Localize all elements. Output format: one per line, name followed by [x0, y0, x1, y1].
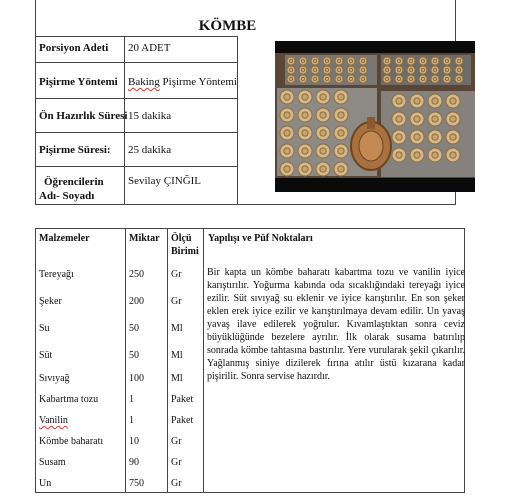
ingredient-amount: 200: [129, 296, 144, 307]
ingredient-name: Tereyağı: [39, 269, 74, 280]
header-unit-2: Birimi: [171, 246, 199, 257]
ingredient-unit: Ml: [171, 350, 183, 361]
cook-time-label: Pişirme Süresi:: [39, 144, 111, 156]
row-line-3: [35, 132, 238, 133]
header-amount: Miktar: [129, 233, 160, 244]
ingredient-unit: Ml: [171, 323, 183, 334]
ingredient-amount: 10: [129, 436, 139, 447]
student-name-label-1: Öğrencilerin: [44, 176, 104, 188]
ingredient-name: Süt: [39, 350, 53, 361]
ingredient-amount: 250: [129, 269, 144, 280]
cook-time-value: 25 dakika: [128, 144, 172, 156]
ingredient-name: Kabartma tozu: [39, 394, 99, 405]
portion-value: 20 ADET: [128, 42, 171, 54]
ingredient-name: Susam: [39, 457, 66, 468]
ingredient-unit: Gr: [171, 269, 182, 280]
ingredient-amount: 750: [129, 478, 144, 489]
student-name-value: Sevilay ÇINĞIL: [128, 175, 202, 187]
student-name-label-2: Adı- Soyadı: [39, 190, 95, 202]
prep-time-value: 15 dakika: [128, 110, 172, 122]
cooking-method-value-prefix: Baking: [128, 76, 160, 88]
title-underline: [35, 36, 238, 37]
ingredient-unit: Paket: [171, 394, 194, 405]
cooking-method-label: Pişirme Yöntemi: [39, 76, 118, 88]
ingredient-unit: Gr: [171, 457, 182, 468]
ingredient-unit: Gr: [171, 478, 182, 489]
ing-table-left: [35, 228, 36, 493]
portion-label: Porsiyon Adeti: [39, 42, 109, 54]
ingredient-unit: Gr: [171, 296, 182, 307]
ing-col-amount: [125, 228, 126, 493]
ingredient-unit: Ml: [171, 373, 183, 384]
kombe-photo-svg: [275, 41, 475, 192]
ing-table-bottom: [35, 492, 465, 493]
ing-col-method: [203, 228, 204, 493]
header-unit-1: Ölçü: [171, 233, 192, 244]
kombe-cookies-photo-icon: [275, 41, 475, 192]
prep-time-label: Ön Hazırlık Süresi: [39, 110, 128, 122]
ingredient-amount: 90: [129, 457, 139, 468]
ingredient-amount: 1: [129, 394, 134, 405]
ingredient-amount: 1: [129, 415, 134, 426]
row-line-1: [35, 62, 238, 63]
ingredient-amount: 50: [129, 323, 139, 334]
method-text: Bir kapta un kömbe baharatı kabartma tozu ve vanilin iyice karıştırılır. Yoğurma kabında oda sıcaklığındaki tereyağı iyice ezilir. Süt sıvıyağ su eklenir ve iyice karıştırılır. En son şeker eklen erek iyice ezilir ve karıştırılmaya devam edilir. Un yavaş yavaş ilave edilerek yoğrulur. Kıvamlaştıktan sonra ceviz büyüklüğünde bezelere ayrılır. İlk olarak susama batırılıp sonrada kömbe tahtasına bastırılır. Yere vurularak şekil çıkarılır. Yağlanmış siniye dizilerek fırına atılır üstü kızarana kadar pişirilir. Sonra servise hazırdır.: [207, 267, 465, 382]
ingredient-unit: Paket: [171, 415, 194, 426]
ingredient-name: Şeker: [39, 296, 62, 307]
row-line-2: [35, 98, 238, 99]
ingredient-name: Sıvıyağ: [39, 373, 70, 384]
ingredient-name: Su: [39, 323, 50, 334]
header-ingredients: Malzemeler: [39, 233, 90, 244]
ingredient-name: Un: [39, 478, 52, 489]
ingredient-amount: 50: [129, 350, 139, 361]
ingredient-unit: Gr: [171, 436, 182, 447]
ingredient-name: Vanilin: [39, 415, 68, 426]
ing-table-top: [35, 228, 465, 229]
cooking-method-value: [128, 76, 237, 88]
ingredient-amount: 100: [129, 373, 144, 384]
top-frame-bottom: [35, 204, 456, 205]
ing-col-unit: [167, 228, 168, 493]
header-method: Yapılışı ve Püf Noktaları: [208, 233, 313, 244]
ingredient-name: Kömbe baharatı: [39, 436, 104, 447]
row-line-4: [35, 166, 238, 167]
cooking-method-value-rest: Pişirme Yöntemi: [159, 76, 237, 88]
recipe-title: KÖMBE: [198, 18, 257, 34]
